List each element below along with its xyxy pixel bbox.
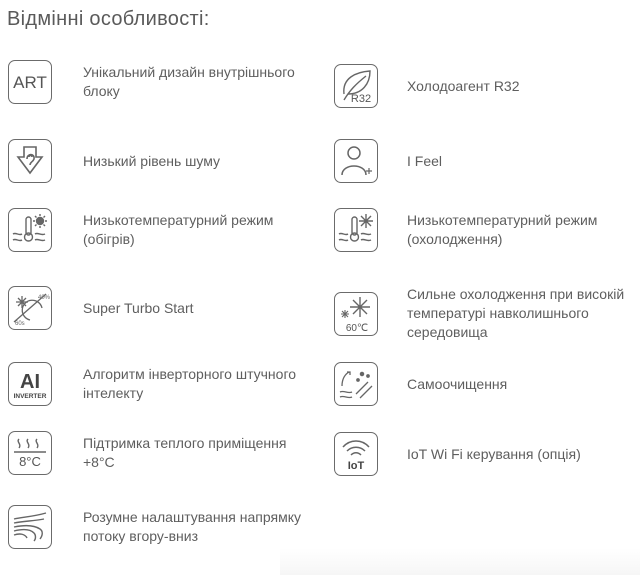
- super-turbo-start-icon: [8, 286, 52, 330]
- feature-label: I Feel: [407, 152, 443, 169]
- ai-text: AI: [20, 371, 40, 393]
- feature-label: IoT Wi Fi керування (опція): [407, 445, 581, 462]
- r32-leaf-icon: [334, 64, 378, 108]
- bottom-shadow: [280, 548, 640, 575]
- airflow-icon: [8, 505, 52, 549]
- feature-warm-keeping: [8, 431, 303, 475]
- art-icon: [8, 60, 52, 104]
- feature-iot-wifi: [334, 432, 632, 476]
- feature-label: Низькотемпературний режим (охолодження): [407, 212, 598, 247]
- page-title: Відмінні особливості:: [7, 8, 210, 30]
- feature-label: Холодоагент R32: [407, 77, 520, 94]
- feature-i-feel: [334, 139, 632, 183]
- feature-super-turbo-start: [8, 286, 303, 330]
- feature-low-noise: [8, 139, 303, 183]
- r32-text: R32: [350, 93, 372, 105]
- feature-ai-inverter: [8, 362, 303, 406]
- art-icon-text: ART: [13, 73, 47, 92]
- feature-label: Сильне охолодження при високій температурі навколишнього середовища: [407, 286, 625, 340]
- high-temp-text: 60℃: [345, 322, 369, 334]
- iot-text: IoT: [347, 460, 365, 472]
- low-temp-heating-icon: [8, 208, 52, 252]
- iot-wifi-icon: [334, 432, 378, 476]
- feature-self-cleaning: [334, 362, 632, 406]
- self-cleaning-icon: [334, 362, 378, 406]
- inverter-text: INVERTER: [13, 393, 47, 400]
- warm-temp-text: 8°C: [19, 454, 41, 469]
- low-temp-cooling-icon: [334, 208, 378, 252]
- feature-low-temp-heating: [8, 208, 303, 252]
- feature-label: Низькотемпературний режим (обігрів): [83, 212, 274, 247]
- low-noise-icon: [8, 139, 52, 183]
- high-temp-cooling-icon: [334, 292, 378, 336]
- warm-keeping-icon: [8, 431, 52, 475]
- ai-inverter-icon: [8, 362, 52, 406]
- feature-low-temp-cooling: [334, 208, 632, 252]
- feature-label: Підтримка теплого приміщення +8°C: [83, 435, 287, 470]
- i-feel-icon: [334, 139, 378, 183]
- turbo-top-text: 40%: [38, 295, 50, 301]
- feature-label: Розумне налаштування напрямку потоку вгору-вниз: [83, 509, 301, 544]
- feature-airflow: [8, 505, 303, 549]
- feature-r32: [334, 64, 632, 108]
- turbo-bottom-text: 60s: [15, 321, 25, 327]
- feature-label: Унікальний дизайн внутрішнього блоку: [83, 64, 295, 99]
- feature-label: Самоочищення: [407, 375, 508, 392]
- feature-unique-design: [8, 60, 303, 104]
- feature-label: Низький рівень шуму: [83, 152, 221, 169]
- feature-high-temp-cooling: [334, 285, 632, 342]
- feature-label: Super Turbo Start: [83, 299, 194, 316]
- feature-label: Алгоритм інверторного штучного інтелекту: [83, 366, 297, 401]
